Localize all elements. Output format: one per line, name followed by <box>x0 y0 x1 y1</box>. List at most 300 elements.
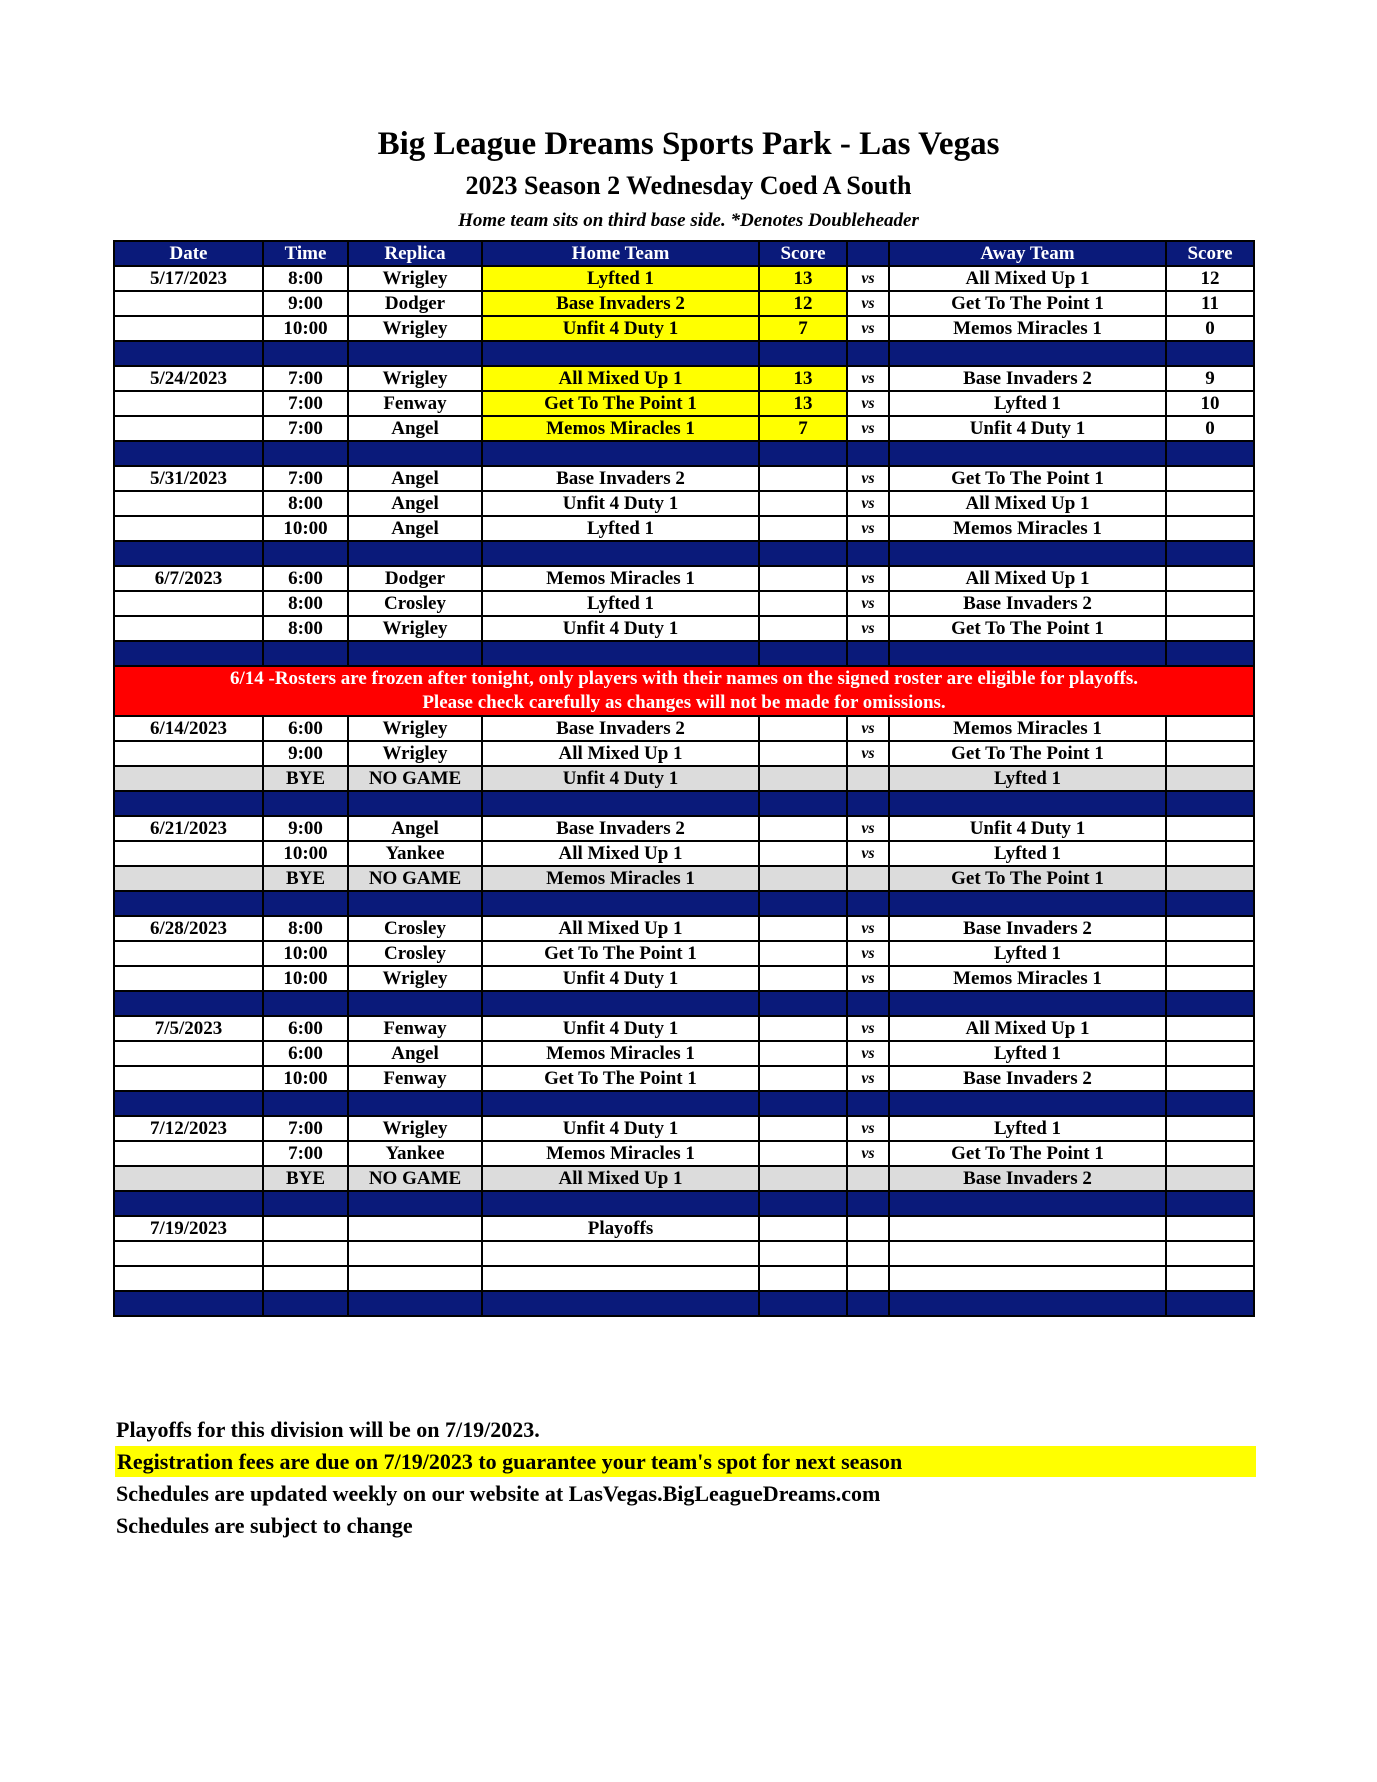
header-row <box>114 241 1254 266</box>
replica-cell: NO GAME <box>348 766 482 791</box>
game-row <box>114 566 1254 591</box>
replica-cell: Yankee <box>348 841 482 866</box>
vs-cell <box>847 1166 889 1191</box>
separator-cell <box>1166 441 1254 466</box>
home-team-cell: Get To The Point 1 <box>482 1066 759 1091</box>
date-cell: 6/14/2023 <box>114 716 263 741</box>
game-row <box>114 1041 1254 1066</box>
game-row <box>114 291 1254 316</box>
replica-cell: Wrigley <box>348 1116 482 1141</box>
replica-cell: Angel <box>348 1041 482 1066</box>
date-cell <box>114 866 263 891</box>
home-team-cell: Unfit 4 Duty 1 <box>482 616 759 641</box>
date-cell <box>114 1141 263 1166</box>
game-row <box>114 616 1254 641</box>
away-score-cell <box>1166 916 1254 941</box>
away-score-cell: 9 <box>1166 366 1254 391</box>
home-team-cell: Unfit 4 Duty 1 <box>482 966 759 991</box>
separator-cell <box>889 1091 1166 1116</box>
separator-row <box>114 1091 1254 1116</box>
away-score-cell <box>1166 716 1254 741</box>
away-team-cell: Memos Miracles 1 <box>889 716 1166 741</box>
header-home-score: Score <box>759 241 847 266</box>
separator-cell <box>482 1191 759 1216</box>
replica-cell: Angel <box>348 516 482 541</box>
away-team-cell: All Mixed Up 1 <box>889 266 1166 291</box>
game-row <box>114 941 1254 966</box>
date-cell: 5/31/2023 <box>114 466 263 491</box>
home-score-cell <box>759 916 847 941</box>
home-team-note: Home team sits on third base side. *Denotes Doubleheader <box>458 210 919 231</box>
replica-cell: NO GAME <box>348 866 482 891</box>
time-cell <box>263 1216 348 1241</box>
home-score-cell <box>759 516 847 541</box>
separator-cell <box>889 991 1166 1016</box>
away-team-cell: Lyfted 1 <box>889 841 1166 866</box>
page-subtitle: 2023 Season 2 Wednesday Coed A South <box>465 171 912 200</box>
time-cell: 9:00 <box>263 291 348 316</box>
away-team-cell: Get To The Point 1 <box>889 741 1166 766</box>
roster-notice <box>114 666 1254 716</box>
time-cell: 7:00 <box>263 1116 348 1141</box>
home-score-cell <box>759 841 847 866</box>
date-cell: 6/28/2023 <box>114 916 263 941</box>
separator-cell <box>348 891 482 916</box>
time-cell: 10:00 <box>263 316 348 341</box>
separator-cell <box>263 541 348 566</box>
date-cell <box>114 1266 263 1291</box>
separator-cell <box>847 891 889 916</box>
separator-cell <box>482 541 759 566</box>
date-cell <box>114 516 263 541</box>
separator-cell <box>847 1291 889 1316</box>
away-score-cell: 0 <box>1166 316 1254 341</box>
separator-cell <box>114 791 263 816</box>
game-row <box>114 916 1254 941</box>
game-row <box>114 1116 1254 1141</box>
time-cell <box>263 1241 348 1266</box>
home-score-cell <box>759 816 847 841</box>
vs-cell <box>847 1216 889 1241</box>
time-cell: 10:00 <box>263 941 348 966</box>
vs-cell: vs <box>847 1141 889 1166</box>
separator-cell <box>114 1091 263 1116</box>
game-row <box>114 316 1254 341</box>
time-cell: 8:00 <box>263 916 348 941</box>
replica-cell: Wrigley <box>348 966 482 991</box>
time-cell: BYE <box>263 766 348 791</box>
home-score-cell <box>759 1066 847 1091</box>
separator-cell <box>847 641 889 666</box>
separator-cell <box>263 441 348 466</box>
separator-cell <box>348 641 482 666</box>
separator-cell <box>847 341 889 366</box>
away-score-cell <box>1166 841 1254 866</box>
home-team-cell: Memos Miracles 1 <box>482 1141 759 1166</box>
separator-cell <box>482 1091 759 1116</box>
date-cell: 6/7/2023 <box>114 566 263 591</box>
away-team-cell: Lyfted 1 <box>889 391 1166 416</box>
home-score-cell <box>759 1266 847 1291</box>
time-cell: BYE <box>263 1166 348 1191</box>
separator-cell <box>482 641 759 666</box>
away-team-cell: Memos Miracles 1 <box>889 966 1166 991</box>
date-cell <box>114 741 263 766</box>
away-team-cell <box>889 1216 1166 1241</box>
away-score-cell <box>1166 616 1254 641</box>
home-score-cell <box>759 566 847 591</box>
separator-cell <box>889 891 1166 916</box>
vs-cell: vs <box>847 266 889 291</box>
separator-cell <box>114 441 263 466</box>
vs-cell: vs <box>847 566 889 591</box>
separator-cell <box>847 541 889 566</box>
home-team-cell: Lyfted 1 <box>482 591 759 616</box>
separator-cell <box>889 441 1166 466</box>
schedule-table <box>113 240 1255 1317</box>
home-team-cell: All Mixed Up 1 <box>482 366 759 391</box>
separator-cell <box>1166 1291 1254 1316</box>
separator-row <box>114 791 1254 816</box>
vs-cell: vs <box>847 416 889 441</box>
away-team-cell: Lyfted 1 <box>889 766 1166 791</box>
game-row <box>114 591 1254 616</box>
separator-cell <box>1166 991 1254 1016</box>
home-score-cell <box>759 491 847 516</box>
away-team-cell: All Mixed Up 1 <box>889 566 1166 591</box>
separator-cell <box>482 991 759 1016</box>
time-cell: 8:00 <box>263 616 348 641</box>
separator-row <box>114 991 1254 1016</box>
separator-cell <box>263 891 348 916</box>
schedule-table-wrapper <box>113 240 1255 1317</box>
separator-row <box>114 341 1254 366</box>
separator-cell <box>847 1191 889 1216</box>
away-team-cell <box>889 1266 1166 1291</box>
date-cell <box>114 841 263 866</box>
game-row <box>114 1166 1254 1191</box>
date-cell <box>114 291 263 316</box>
home-team-cell: Playoffs <box>482 1216 759 1241</box>
time-cell: 8:00 <box>263 266 348 291</box>
game-row <box>114 1266 1254 1291</box>
replica-cell: Yankee <box>348 1141 482 1166</box>
vs-cell: vs <box>847 466 889 491</box>
date-cell <box>114 616 263 641</box>
home-team-cell: Get To The Point 1 <box>482 391 759 416</box>
home-score-cell <box>759 1141 847 1166</box>
separator-cell <box>263 991 348 1016</box>
date-cell <box>114 1066 263 1091</box>
separator-cell <box>263 341 348 366</box>
separator-cell <box>114 541 263 566</box>
separator-cell <box>114 991 263 1016</box>
game-row <box>114 491 1254 516</box>
vs-cell <box>847 866 889 891</box>
home-team-cell: Memos Miracles 1 <box>482 566 759 591</box>
game-row <box>114 741 1254 766</box>
home-team-cell: Lyfted 1 <box>482 266 759 291</box>
separator-cell <box>759 441 847 466</box>
time-cell: 8:00 <box>263 491 348 516</box>
separator-cell <box>889 1191 1166 1216</box>
separator-cell <box>348 791 482 816</box>
vs-cell <box>847 766 889 791</box>
separator-cell <box>1166 341 1254 366</box>
date-cell <box>114 416 263 441</box>
away-score-cell <box>1166 466 1254 491</box>
away-team-cell: All Mixed Up 1 <box>889 1016 1166 1041</box>
home-team-cell: Base Invaders 2 <box>482 816 759 841</box>
away-score-cell <box>1166 741 1254 766</box>
roster-notice-line1: 6/14 -Rosters are frozen after tonight, only players with their names on the signed roster are eligible for playoffs. <box>229 668 1139 689</box>
time-cell: 7:00 <box>263 416 348 441</box>
website-note: Schedules are updated weekly on our website at LasVegas.BigLeagueDreams.com <box>116 1481 881 1506</box>
header-home-team: Home Team <box>482 241 759 266</box>
away-score-cell <box>1166 1266 1254 1291</box>
vs-cell: vs <box>847 741 889 766</box>
home-team-cell: Unfit 4 Duty 1 <box>482 491 759 516</box>
date-cell <box>114 1241 263 1266</box>
replica-cell: Angel <box>348 816 482 841</box>
away-score-cell <box>1166 566 1254 591</box>
home-score-cell: 13 <box>759 266 847 291</box>
date-cell <box>114 491 263 516</box>
home-team-cell: Unfit 4 Duty 1 <box>482 766 759 791</box>
away-team-cell: Lyfted 1 <box>889 941 1166 966</box>
separator-cell <box>482 891 759 916</box>
away-team-cell: Get To The Point 1 <box>889 866 1166 891</box>
separator-cell <box>1166 541 1254 566</box>
vs-cell: vs <box>847 616 889 641</box>
time-cell: 6:00 <box>263 566 348 591</box>
vs-cell: vs <box>847 1066 889 1091</box>
home-score-cell: 13 <box>759 391 847 416</box>
schedule-body <box>114 266 1254 1316</box>
vs-cell: vs <box>847 316 889 341</box>
separator-cell <box>348 1191 482 1216</box>
header-away-score: Score <box>1166 241 1254 266</box>
separator-cell <box>482 441 759 466</box>
away-score-cell <box>1166 1241 1254 1266</box>
separator-cell <box>482 341 759 366</box>
roster-notice-line2: Please check carefully as changes will not be made for omissions. <box>422 692 946 713</box>
away-score-cell <box>1166 1116 1254 1141</box>
home-team-cell: Memos Miracles 1 <box>482 1041 759 1066</box>
time-cell: 6:00 <box>263 716 348 741</box>
separator-cell <box>263 1091 348 1116</box>
home-score-cell <box>759 1041 847 1066</box>
separator-cell <box>889 791 1166 816</box>
time-cell <box>263 1266 348 1291</box>
home-team-cell: All Mixed Up 1 <box>482 916 759 941</box>
away-score-cell: 11 <box>1166 291 1254 316</box>
vs-cell <box>847 1266 889 1291</box>
replica-cell <box>348 1241 482 1266</box>
replica-cell: Wrigley <box>348 741 482 766</box>
replica-cell: Wrigley <box>348 716 482 741</box>
away-team-cell: Memos Miracles 1 <box>889 316 1166 341</box>
vs-cell: vs <box>847 366 889 391</box>
replica-cell: Fenway <box>348 391 482 416</box>
separator-cell <box>1166 1191 1254 1216</box>
home-score-cell <box>759 466 847 491</box>
separator-cell <box>847 791 889 816</box>
page-title: Big League Dreams Sports Park - Las Vegas <box>377 126 1000 162</box>
separator-cell <box>759 1191 847 1216</box>
date-cell <box>114 316 263 341</box>
separator-row <box>114 1291 1254 1316</box>
away-score-cell <box>1166 941 1254 966</box>
replica-cell: Wrigley <box>348 266 482 291</box>
separator-row <box>114 441 1254 466</box>
header-time: Time <box>263 241 348 266</box>
vs-cell: vs <box>847 491 889 516</box>
away-score-cell <box>1166 491 1254 516</box>
home-score-cell <box>759 1016 847 1041</box>
home-score-cell <box>759 1116 847 1141</box>
replica-cell: NO GAME <box>348 1166 482 1191</box>
separator-cell <box>759 991 847 1016</box>
separator-cell <box>889 341 1166 366</box>
separator-cell <box>348 341 482 366</box>
separator-cell <box>759 1291 847 1316</box>
away-team-cell: Lyfted 1 <box>889 1041 1166 1066</box>
replica-cell: Wrigley <box>348 616 482 641</box>
roster-notice-row <box>114 666 1254 716</box>
home-team-cell: Unfit 4 Duty 1 <box>482 1016 759 1041</box>
home-team-cell <box>482 1241 759 1266</box>
vs-cell <box>847 1241 889 1266</box>
header-replica: Replica <box>348 241 482 266</box>
date-cell <box>114 1166 263 1191</box>
separator-cell <box>1166 791 1254 816</box>
game-row <box>114 1141 1254 1166</box>
away-score-cell <box>1166 1141 1254 1166</box>
vs-cell: vs <box>847 941 889 966</box>
away-score-cell <box>1166 1066 1254 1091</box>
separator-row <box>114 641 1254 666</box>
separator-cell <box>348 441 482 466</box>
separator-cell <box>759 341 847 366</box>
replica-cell: Wrigley <box>348 366 482 391</box>
time-cell: 9:00 <box>263 741 348 766</box>
home-team-cell: Base Invaders 2 <box>482 716 759 741</box>
home-team-cell: All Mixed Up 1 <box>482 841 759 866</box>
playoffs-note: Playoffs for this division will be on 7/19/2023. <box>116 1417 540 1442</box>
home-team-cell <box>482 1266 759 1291</box>
away-team-cell: Memos Miracles 1 <box>889 516 1166 541</box>
vs-cell: vs <box>847 841 889 866</box>
separator-cell <box>114 341 263 366</box>
separator-cell <box>889 641 1166 666</box>
date-cell: 5/24/2023 <box>114 366 263 391</box>
date-cell: 7/12/2023 <box>114 1116 263 1141</box>
replica-cell: Crosley <box>348 941 482 966</box>
separator-cell <box>847 1091 889 1116</box>
header-vs <box>847 241 889 266</box>
away-score-cell: 12 <box>1166 266 1254 291</box>
time-cell: 9:00 <box>263 816 348 841</box>
replica-cell: Fenway <box>348 1066 482 1091</box>
header-date: Date <box>114 241 263 266</box>
separator-cell <box>263 791 348 816</box>
away-team-cell: Base Invaders 2 <box>889 916 1166 941</box>
vs-cell: vs <box>847 516 889 541</box>
separator-cell <box>759 541 847 566</box>
date-cell: 7/19/2023 <box>114 1216 263 1241</box>
away-score-cell <box>1166 866 1254 891</box>
game-row <box>114 1066 1254 1091</box>
game-row <box>114 266 1254 291</box>
separator-cell <box>847 441 889 466</box>
replica-cell: Crosley <box>348 916 482 941</box>
home-score-cell <box>759 1241 847 1266</box>
vs-cell: vs <box>847 716 889 741</box>
game-row <box>114 716 1254 741</box>
time-cell: 7:00 <box>263 391 348 416</box>
away-team-cell: Base Invaders 2 <box>889 1166 1166 1191</box>
separator-cell <box>348 1291 482 1316</box>
time-cell: 6:00 <box>263 1016 348 1041</box>
away-team-cell: Unfit 4 Duty 1 <box>889 816 1166 841</box>
replica-cell <box>348 1216 482 1241</box>
replica-cell: Dodger <box>348 291 482 316</box>
time-cell: 7:00 <box>263 466 348 491</box>
away-team-cell: Get To The Point 1 <box>889 466 1166 491</box>
game-row <box>114 966 1254 991</box>
replica-cell: Angel <box>348 466 482 491</box>
home-team-cell: All Mixed Up 1 <box>482 1166 759 1191</box>
away-score-cell <box>1166 1216 1254 1241</box>
separator-row <box>114 1191 1254 1216</box>
separator-cell <box>348 991 482 1016</box>
home-team-cell: Base Invaders 2 <box>482 466 759 491</box>
time-cell: 7:00 <box>263 1141 348 1166</box>
game-row <box>114 816 1254 841</box>
home-team-cell: All Mixed Up 1 <box>482 741 759 766</box>
time-cell: 6:00 <box>263 1041 348 1066</box>
away-score-cell: 10 <box>1166 391 1254 416</box>
separator-cell <box>348 541 482 566</box>
time-cell: BYE <box>263 866 348 891</box>
date-cell <box>114 1041 263 1066</box>
change-note: Schedules are subject to change <box>116 1513 413 1538</box>
vs-cell: vs <box>847 916 889 941</box>
away-team-cell: Base Invaders 2 <box>889 1066 1166 1091</box>
replica-cell: Dodger <box>348 566 482 591</box>
replica-cell: Angel <box>348 416 482 441</box>
home-score-cell: 13 <box>759 366 847 391</box>
separator-cell <box>889 541 1166 566</box>
game-row <box>114 766 1254 791</box>
time-cell: 10:00 <box>263 1066 348 1091</box>
home-team-cell: Memos Miracles 1 <box>482 866 759 891</box>
vs-cell: vs <box>847 1116 889 1141</box>
separator-row <box>114 891 1254 916</box>
game-row <box>114 841 1254 866</box>
game-row <box>114 1241 1254 1266</box>
home-score-cell <box>759 941 847 966</box>
separator-row <box>114 541 1254 566</box>
time-cell: 8:00 <box>263 591 348 616</box>
home-score-cell <box>759 616 847 641</box>
separator-cell <box>263 641 348 666</box>
away-team-cell: Get To The Point 1 <box>889 616 1166 641</box>
home-score-cell: 12 <box>759 291 847 316</box>
game-row <box>114 1216 1254 1241</box>
away-team-cell <box>889 1241 1166 1266</box>
